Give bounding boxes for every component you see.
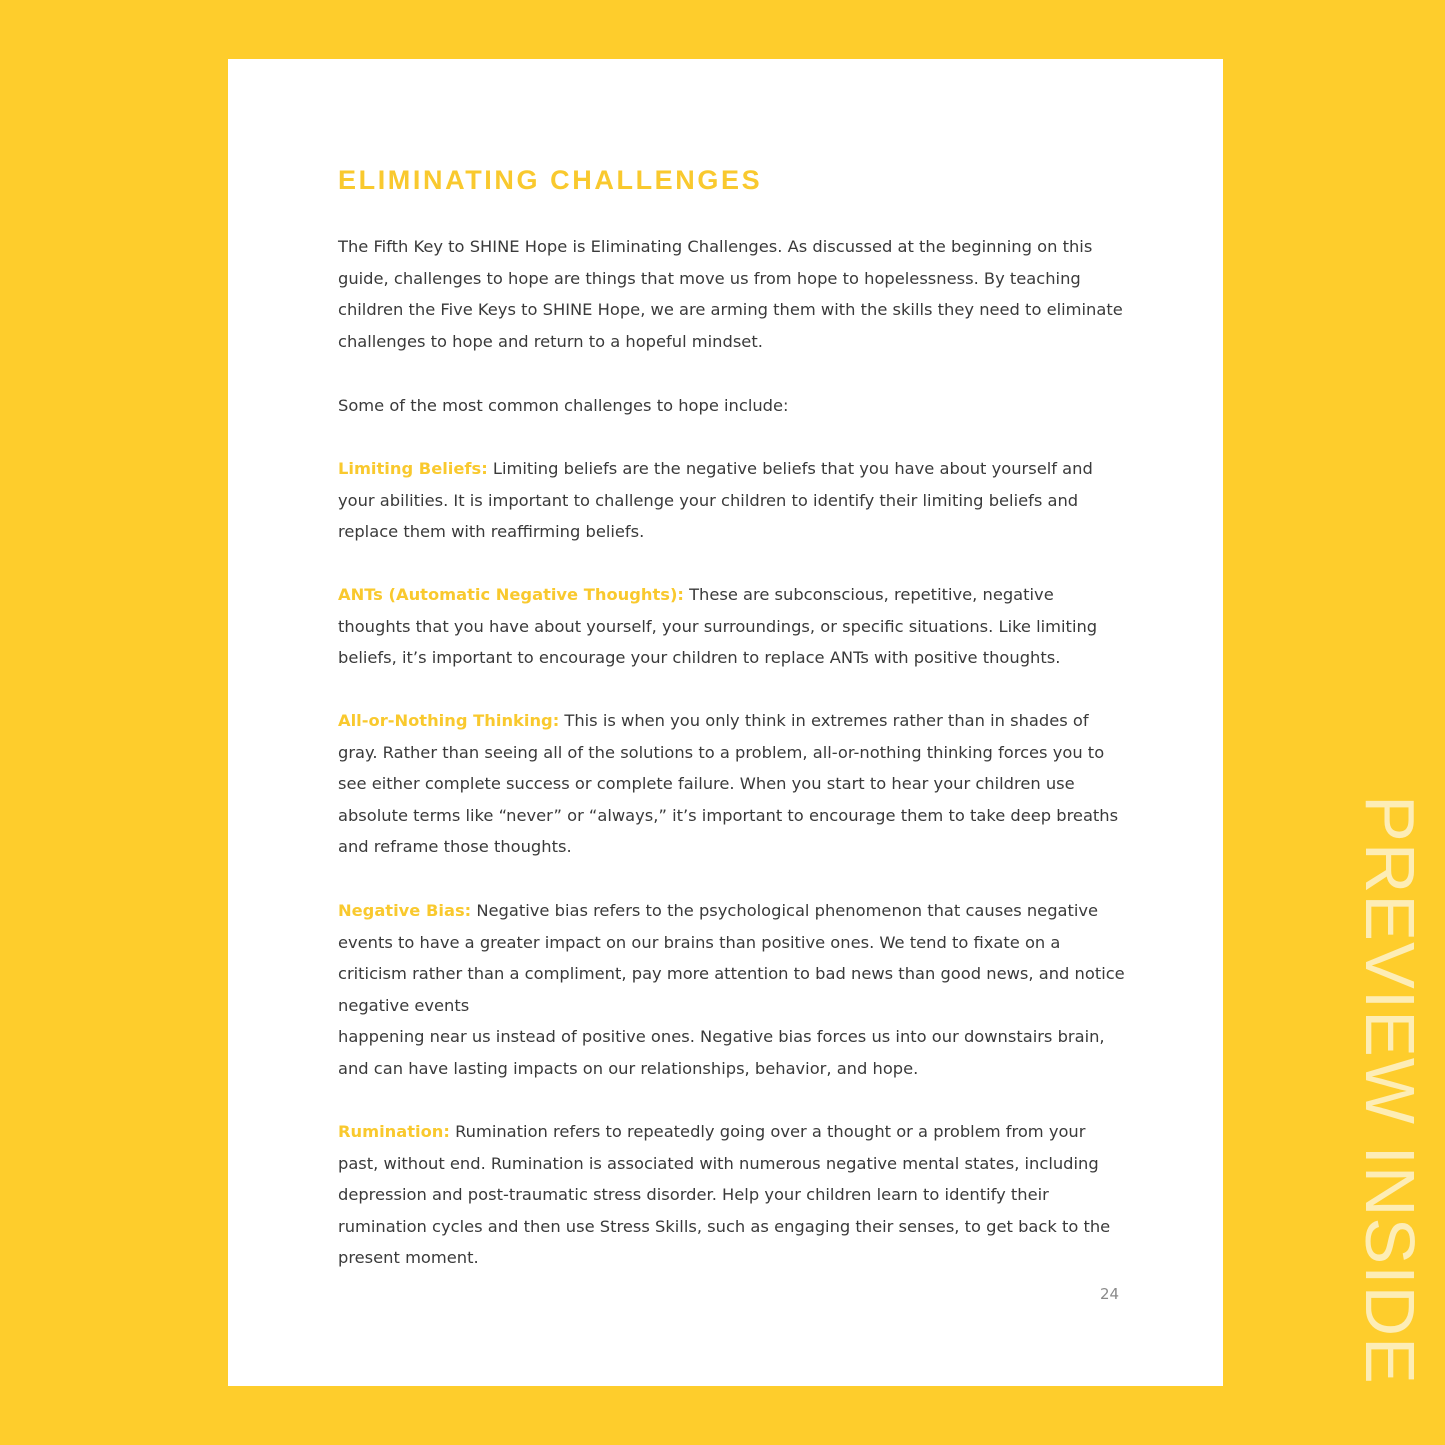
challenge-negative-bias	[338, 895, 1128, 1085]
challenge-term: Negative Bias:	[338, 901, 472, 920]
challenge-description: This is when you only think in extremes rather than in shades of gray. Rather than seeing all of the solutions to a problem, all-or-nothing thinking forces you to see either complete success or complete failure. When you start to hear your children use absolute terms like “never” or “always,” it’s important to encourage them to take deep breaths and reframe those thoughts.	[338, 711, 1119, 857]
challenge-description: These are subconscious, repetitive, negative thoughts that you have about yourself, your surroundings, or specific situations. Like limiting beliefs, it’s important to encourage your children to replace ANTs with positive thoughts.	[338, 585, 1098, 668]
challenge-limiting-beliefs	[338, 453, 1128, 548]
challenge-term: Limiting Beliefs:	[338, 459, 488, 478]
page-number: 24	[1100, 1285, 1120, 1303]
challenge-term: All-or-Nothing Thinking:	[338, 711, 560, 730]
challenge-description: Limiting beliefs are the negative beliefs that you have about yourself and your abilities. It is important to challenge your children to identify their limiting beliefs and replace them with reaffirming beliefs.	[338, 459, 1093, 542]
challenge-term: ANTs (Automatic Negative Thoughts):	[338, 585, 684, 604]
page-title: ELIMINATING CHALLENGES	[338, 165, 763, 195]
document-page	[228, 59, 1223, 1386]
challenge-description: Rumination refers to repeatedly going over a thought or a problem from your past, without end. Rumination is associated with numerous negative mental states, including depression and post-traumatic stress disorder. Help your children learn to identify their rumination cycles and then use Stress Skills, such as engaging their senses, to get back to the present moment.	[338, 1122, 1111, 1268]
challenge-rumination	[338, 1116, 1128, 1274]
challenge-ants	[338, 579, 1128, 674]
challenge-term: Rumination:	[338, 1122, 450, 1141]
lead-in-paragraph: Some of the most common challenges to hope include:	[338, 396, 789, 415]
challenge-description-continued: happening near us instead of positive ones. Negative bias forces us into our downstairs brain, and can have lasting impacts on our relationships, behavior, and hope.	[338, 1027, 1105, 1078]
challenge-description: Negative bias refers to the psychological phenomenon that causes negative events to have a greater impact on our brains than positive ones. We tend to fixate on a criticism rather than a compliment, pay more attention to bad news than good news, and notice negative events	[338, 901, 1125, 1015]
intro-paragraph: The Fifth Key to SHINE Hope is Eliminating Challenges. As discussed at the beginning on this guide, challenges to hope are things that move us from hope to hopelessness. By teaching children the Five Keys to SHINE Hope, we are arming them with the skills they need to eliminate challenges to hope and return to a hopeful mindset.	[338, 237, 1123, 351]
challenge-all-or-nothing	[338, 705, 1128, 863]
preview-watermark: PREVIEW INSIDE	[1351, 795, 1429, 1385]
